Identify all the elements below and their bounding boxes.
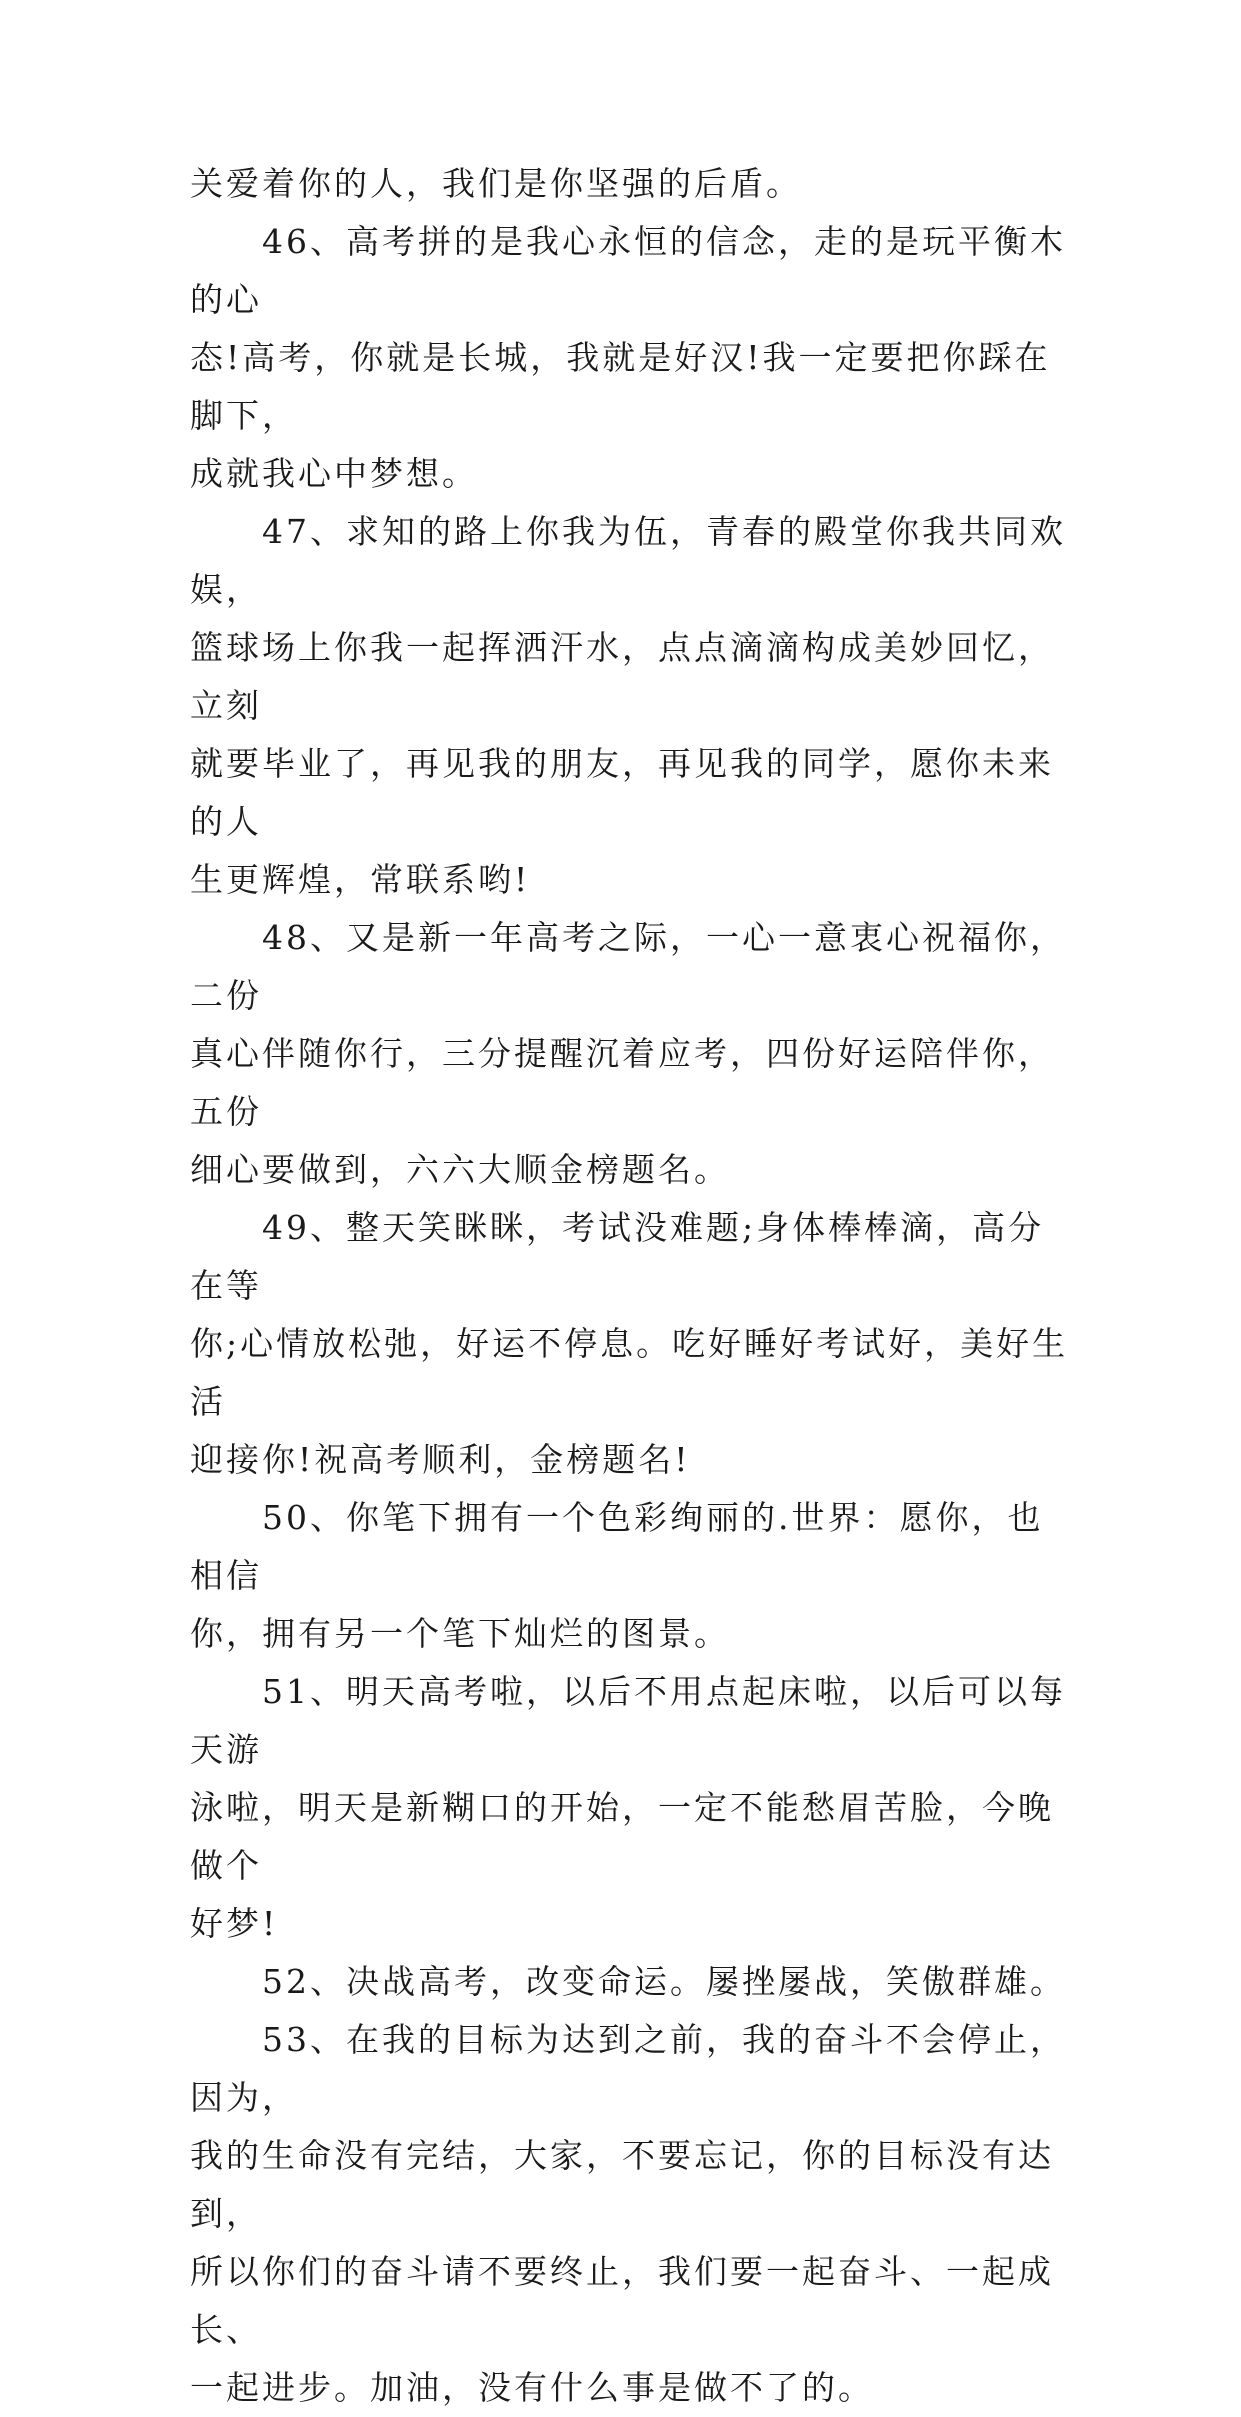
paragraph-continuation: 关爱着你的人，我们是你坚强的后盾。 [190, 164, 802, 203]
paragraph-48: 48、又是新一年高考之际，一心一意衷心祝福你，二份 真心伴随你行，三分提醒沉着应考，四份好运陪伴你，五份 细心要做到，六六大顺金榜题名。 [190, 918, 1066, 1189]
document-body [190, 155, 1070, 2417]
paragraph-50: 50、你笔下拥有一个色彩绚丽的.世界：愿你，也相信 你，拥有另一个笔下灿烂的图景。 [190, 1498, 1044, 1653]
paragraph-51: 51、明天高考啦，以后不用点起床啦，以后可以每天游 泳啦，明天是新糊口的开始，一定不能愁眉苦脸，今晚做个 好梦! [190, 1672, 1066, 1943]
paragraph-53: 53、在我的目标为达到之前，我的奋斗不会停止，因为， 我的生命没有完结，大家，不要忘记，你的目标没有达到， 所以你们的奋斗请不要终止，我们要一起奋斗、一起成长、 一起进步。加油，没有什么事是做不了的。 [190, 2020, 1066, 2407]
paragraph-52: 52、决战高考，改变命运。屡挫屡战，笑傲群雄。 [190, 1962, 1066, 2001]
paragraph-46: 46、高考拼的是我心永恒的信念，走的是玩平衡木的心 态!高考，你就是长城，我就是好汉!我一定要把你踩在脚下， 成就我心中梦想。 [190, 222, 1066, 493]
paragraph-49: 49、整天笑眯眯，考试没难题;身体棒棒滴，高分在等 你;心情放松弛，好运不停息。吃好睡好考试好，美好生活 迎接你!祝高考顺利，金榜题名! [190, 1208, 1069, 1479]
paragraph-47: 47、求知的路上你我为伍，青春的殿堂你我共同欢娱， 篮球场上你我一起挥洒汗水，点点滴滴构成美妙回忆，立刻 就要毕业了，再见我的朋友，再见我的同学，愿你未来的人 生更辉煌，常联系哟! [190, 512, 1066, 899]
